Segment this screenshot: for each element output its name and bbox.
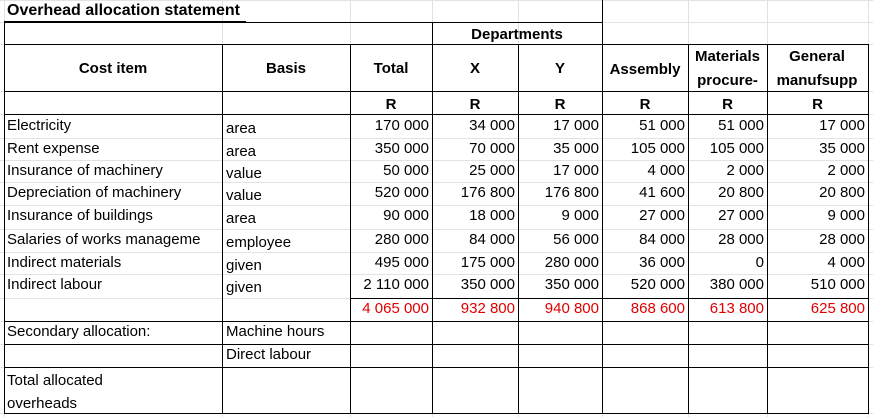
border-line <box>4 22 5 414</box>
header-general-line1: General <box>789 48 845 65</box>
statement-title: Overhead allocation statement <box>7 2 240 19</box>
total-amount-cell: 613 800 <box>709 300 764 317</box>
basis-label: area <box>226 210 257 227</box>
currency-label: R <box>722 96 733 113</box>
amount-cell: 9 000 <box>561 207 599 224</box>
gridline-horizontal <box>0 252 873 253</box>
total-amount-cell: 4 065 000 <box>362 300 429 317</box>
amount-cell: 4 000 <box>827 254 865 271</box>
border-line <box>4 114 869 115</box>
border-line <box>4 321 869 322</box>
amount-cell: 27 000 <box>639 207 685 224</box>
border-line <box>4 22 603 23</box>
gridline-horizontal <box>0 274 873 275</box>
amount-cell: 25 000 <box>469 162 515 179</box>
amount-cell: 27 000 <box>718 207 764 224</box>
header-materials-line1: Materials <box>694 48 761 65</box>
amount-cell: 90 000 <box>383 207 429 224</box>
currency-label: R <box>385 96 397 113</box>
amount-cell: 350 000 <box>374 140 429 157</box>
header-assembly: Assembly <box>609 61 681 78</box>
secondary-basis-machine-hours: Machine hours <box>226 323 325 340</box>
amount-cell: 70 000 <box>469 140 515 157</box>
amount-cell: 51 000 <box>718 117 764 134</box>
amount-cell: 170 000 <box>374 117 429 134</box>
amount-cell: 28 000 <box>819 231 865 248</box>
total-amount-cell: 932 800 <box>460 300 515 317</box>
border-line <box>4 344 869 345</box>
amount-cell: 41 600 <box>639 184 685 201</box>
header-x: X <box>469 60 480 77</box>
border-line <box>350 298 869 299</box>
amount-cell: 105 000 <box>630 140 685 157</box>
cost-item-label: Insurance of machinery <box>7 162 163 179</box>
header-basis: Basis <box>265 60 307 77</box>
gridline-horizontal <box>0 160 873 161</box>
cost-item-label: Insurance of buildings <box>7 207 153 224</box>
amount-cell: 50 000 <box>383 162 429 179</box>
amount-cell: 380 000 <box>709 276 764 293</box>
amount-cell: 175 000 <box>460 254 515 271</box>
border-line <box>868 44 869 414</box>
cost-item-label: Indirect materials <box>7 254 122 271</box>
header-total: Total <box>373 60 409 77</box>
amount-cell: 105 000 <box>709 140 764 157</box>
basis-label: area <box>226 143 257 160</box>
amount-cell: 34 000 <box>469 117 515 134</box>
amount-cell: 2 000 <box>726 162 764 179</box>
basis-label: employee <box>226 234 292 251</box>
amount-cell: 35 000 <box>553 140 599 157</box>
total-amount-cell: 868 600 <box>630 300 685 317</box>
header-general-line2: manufsupp <box>776 72 858 89</box>
header-cost-item: Cost item <box>78 60 148 77</box>
basis-label: given <box>226 279 262 296</box>
amount-cell: 520 000 <box>630 276 685 293</box>
basis-label: given <box>226 257 262 274</box>
border-line <box>4 91 869 92</box>
gridline-horizontal <box>0 138 873 139</box>
amount-cell: 520 000 <box>374 184 429 201</box>
departments-label: Departments <box>471 26 563 43</box>
basis-label: value <box>226 165 262 182</box>
amount-cell: 18 000 <box>469 207 515 224</box>
gridline-horizontal <box>0 229 873 230</box>
border-line <box>4 367 869 368</box>
amount-cell: 280 000 <box>374 231 429 248</box>
basis-label: area <box>226 120 257 137</box>
secondary-allocation-label: Secondary allocation: <box>7 323 151 340</box>
amount-cell: 56 000 <box>553 231 599 248</box>
amount-cell: 51 000 <box>639 117 685 134</box>
gridline-horizontal <box>0 205 873 206</box>
border-line <box>222 44 223 414</box>
total-allocated-label-line2: overheads <box>7 395 78 412</box>
amount-cell: 176 800 <box>460 184 515 201</box>
amount-cell: 2 000 <box>827 162 865 179</box>
amount-cell: 510 000 <box>810 276 865 293</box>
currency-label: R <box>469 96 481 113</box>
amount-cell: 2 110 000 <box>363 276 429 293</box>
total-amount-cell: 625 800 <box>810 300 865 317</box>
amount-cell: 20 800 <box>819 184 865 201</box>
border-line <box>432 44 603 45</box>
cost-item-label: Salaries of works manageme <box>7 231 201 248</box>
amount-cell: 0 <box>755 254 764 271</box>
amount-cell: 17 000 <box>553 117 599 134</box>
amount-cell: 84 000 <box>469 231 515 248</box>
amount-cell: 17 000 <box>553 162 599 179</box>
currency-label: R <box>554 96 566 113</box>
header-y: Y <box>554 60 565 77</box>
amount-cell: 495 000 <box>374 254 429 271</box>
amount-cell: 9 000 <box>827 207 865 224</box>
secondary-basis-direct-labour: Direct labour <box>226 346 312 363</box>
cost-item-label: Depreciation of machinery <box>7 184 182 201</box>
amount-cell: 84 000 <box>639 231 685 248</box>
amount-cell: 17 000 <box>819 117 865 134</box>
amount-cell: 36 000 <box>639 254 685 271</box>
currency-label: R <box>812 96 823 113</box>
cost-item-label: Indirect labour <box>7 276 103 293</box>
amount-cell: 20 800 <box>718 184 764 201</box>
total-allocated-label-line1: Total allocated <box>7 372 103 389</box>
amount-cell: 35 000 <box>819 140 865 157</box>
gridline-horizontal <box>0 0 873 1</box>
cost-item-label: Rent expense <box>7 140 100 157</box>
amount-cell: 350 000 <box>544 276 599 293</box>
gridline-horizontal <box>0 182 873 183</box>
amount-cell: 4 000 <box>647 162 685 179</box>
total-amount-cell: 940 800 <box>544 300 599 317</box>
basis-label: value <box>226 187 262 204</box>
amount-cell: 176 800 <box>544 184 599 201</box>
border-line <box>4 413 869 414</box>
amount-cell: 280 000 <box>544 254 599 271</box>
cost-item-label: Electricity <box>7 117 72 134</box>
amount-cell: 28 000 <box>718 231 764 248</box>
currency-label: R <box>639 96 651 113</box>
amount-cell: 350 000 <box>460 276 515 293</box>
header-materials-line2: procure- <box>697 72 758 89</box>
